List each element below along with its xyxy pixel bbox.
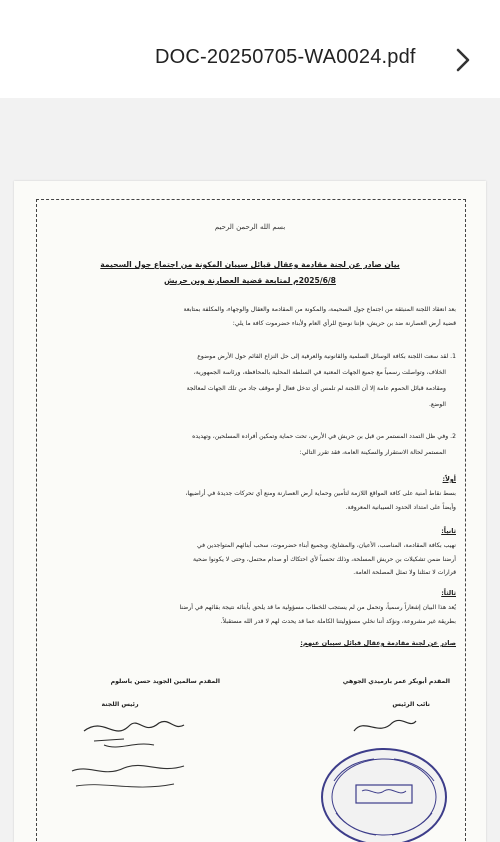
intro-paragraph: بعد انعقاد اللجنة المنبثقة من اجتماع جول السحيمة، والمكونة من المقادمة والعقال والوجهاء، والمكلفة بمتابعة قضية أرض العصارنة ضد بن حريش، فإننا نوضح للرأي العام ولأبناء حضرموت كافة ما يلي: (183, 306, 456, 327)
item-2: 2. وفي ظل التمدد المستمر من قبل بن حريش في الأرض، تحت حماية وتمكين أفراده المسلحين، وتهديده المستمر لحالة الاستقرار والسكينة العامة، فقد تقرر التالي: (192, 433, 456, 456)
signatory-left-name: المقدم سالمين الجويد حسن باسلوم (110, 678, 220, 685)
document-title-line1: بيان صادر عن لجنة مقادمة وعقال قبائل سيبان المكونة من اجتماع جول السحيمة (100, 260, 400, 269)
signatory-right-name: المقدم أبوبكر عمر بارميدي الجوهي (342, 678, 450, 685)
official-stamp (314, 741, 454, 842)
section-2-body: نهيب بكافة المقادمة، المناصب، الأعيان، والمشايخ، وبجميع أبناء حضرموت، سحب أبنائهم المتواجدين في أرضنا ضمن تشكيلات بن حريش المسلحة، وذلك تحسباً لأي احتكاك أو صدام محتمل، وحتى لا يكونوا ضحية قرارات لا تمثلنا ولا تمثل المصلحة العامة. (192, 542, 456, 576)
file-name-title: DOC-20250705-WA0024.pdf (155, 46, 416, 68)
section-1-body: بسط نقاط أمنية على كافة المواقع اللازمة لتأمين وحماية أرض العصارنة ومنع أي تحركات جديدة في أراضيها، وأيضاً على امتداد الحدود السيبانية المعروفة. (185, 490, 456, 511)
section-3-body: يُعد هذا البيان إشعاراً رسمياً، وتحمل من لم يستجب للخطاب مسؤولية ما قد يلحق بأبنائه نتيجة بقائهم في أرضنا بطريقة غير مشروعة، ونؤكد أننا نخلي مسؤوليتنا الكاملة عما قد يحدث لهم لا قدر الله مستقبلاً. (179, 604, 456, 625)
section-3-heading: ثالثاً: (441, 589, 456, 597)
chevron-right-icon[interactable] (452, 46, 474, 74)
section-1-heading: أولاً: (442, 475, 456, 483)
document-title-line2: 2025/6/8م لمتابعة قضية العصارنة وبن حريش (164, 276, 336, 285)
signatory-left-title: رئيس اللجنة (101, 701, 139, 708)
signature-left-lower (64, 756, 194, 806)
signatory-right-title: نائب الرئيس (392, 701, 430, 708)
document-page (14, 181, 486, 842)
closing-line: صادر عن لجنة مقادمة وعقال قبائل سيبان عنهم: (300, 639, 456, 647)
section-2-heading: ثانياً: (441, 527, 456, 535)
viewer-header (0, 0, 500, 98)
item-1: 1. لقد سعت اللجنة بكافة الوسائل السلمية والقانونية والعرفية إلى حل النزاع القائم حول الأرض موضوع الخلاف، وتواصلت رسمياً مع جميع الجهات المعنية في السلطة المحلية بالمحافظة، ورئاسة الجمهورية، ومقادمة قبائل الحموم عامة إلا أن اللجنة لم تلمس أي تدخل فعال أو موقف جاد من تلك الجهات لمعالجة الوضع. (186, 353, 456, 408)
basmala: بسم الله الرحمن الرحيم (214, 223, 286, 231)
